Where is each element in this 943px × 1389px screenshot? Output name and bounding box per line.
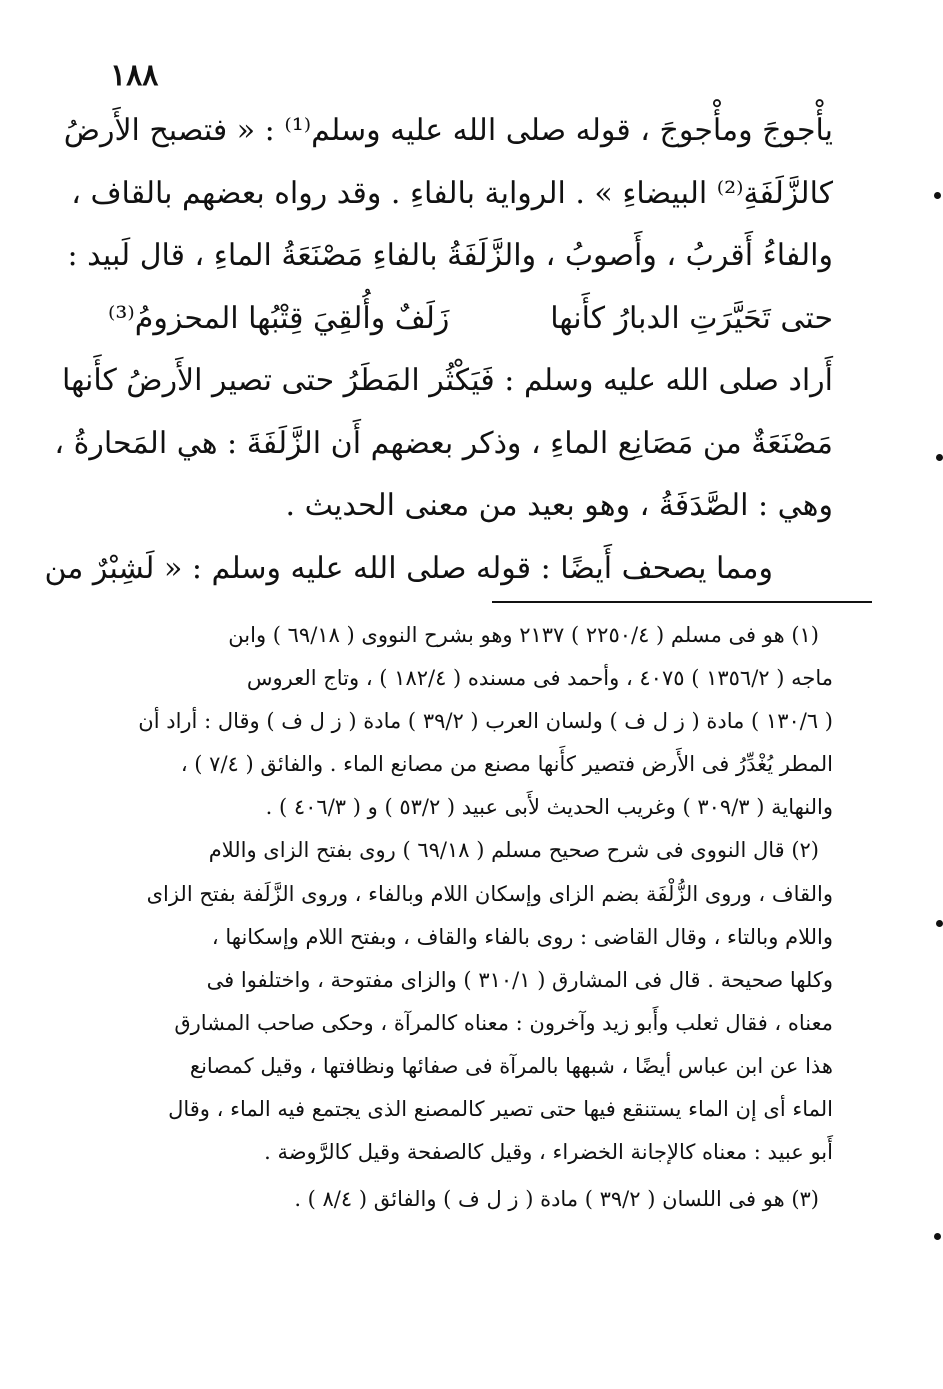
main-text xyxy=(44,100,833,600)
footnote-3-line: (٣) هو فى اللسان ( ٣٩/٢ ) مادة ( ز ل ف ) والفائق ( ٨/٤ ) . xyxy=(294,1187,819,1212)
footnote-2-line: معناه ، فقال ثعلب وأَبو زيد وآخرون : معناه كالمرآة ، وحكى صاحب المشارق xyxy=(174,1010,833,1035)
verse-second-hemistich: زَلَفٌ وأُلقِيَ قِتْبُها المحزومُ⁽³⁾ xyxy=(108,300,450,336)
footnote-2-line: وكلها صحيحة . قال فى المشارق ( ٣١٠/١ ) والزاى مفتوحة ، واختلفوا فى xyxy=(206,967,833,992)
main-line-5: أَراد صلى الله عليه وسلم : فَيَكْثُر المَطَرُ حتى تصير الأَرضُ كأَنها xyxy=(62,363,833,398)
footnote-1-line: ( ١٣٠/٦ ) مادة ( ز ل ف ) ولسان العرب ( ٣٩/٢ ) مادة ( ز ل ف ) وقال : أراد أن xyxy=(138,709,833,734)
page-number: ١٨٨ xyxy=(110,58,159,93)
footnote-1-line: ماجه ( ١٣٥٦/٢ ) ٤٠٧٥ ، وأحمد فى مسنده ( ١٨٢/٤ ) ، وتاج العروس xyxy=(246,666,833,691)
footnote-1-line: والنهاية ( ٣٠٩/٣ ) وغريب الحديث لأَبى عبيد ( ٥٣/٢ ) و ( ٤٠٦/٣ ) . xyxy=(265,795,833,820)
footnote-1-line: (١) هو فى مسلم ( ٢٢٥٠/٤ ) ٢١٣٧ وهو بشرح النووى ( ٦٩/١٨ ) وابن xyxy=(228,623,819,647)
margin-mark xyxy=(936,454,943,461)
main-line-6: مَصْنَعَةٌ من مَصَانِع الماءِ ، وذكر بعضهم أَن الزَّلَفَةَ : هي المَحارةُ ، xyxy=(54,425,833,461)
footnote-1-line: المطر يُغْدِّرُ فى الأَرض فتصير كأَنها مصنع من مصانع الماء . والفائق ( ٧/٤ ) ، xyxy=(180,752,833,777)
footnote-2-line: هذا عن ابن عباس أيضًا ، شبهها بالمرآة فى صفائها ونظافتها ، وقيل كمصانع xyxy=(189,1053,833,1078)
footnote-2-line: واللام وبالتاء ، وقال القاضى : روى بالفاء والقاف ، وبفتح اللام وإسكانها ، xyxy=(211,924,833,949)
verse-line xyxy=(108,288,833,351)
footnote-divider xyxy=(492,601,872,603)
main-line-2: كالزَّلَفَةِ⁽²⁾ البيضاءِ » . الرواية بالفاءِ . وقد رواه بعضهم بالقاف ، xyxy=(71,175,833,211)
footnote-2-line: (٢) قال النووى فى شرح صحيح مسلم ( ٦٩/١٨ ) روى بفتح الزاى واللام xyxy=(208,838,819,863)
main-line-1: يأْجوجَ ومأْجوجَ ، قوله صلى الله عليه وسلم⁽¹⁾ : « فتصبح الأَرضُ xyxy=(63,113,833,148)
footnote-2-line: أَبو عبيد : معناه كالإجانة الخضراء ، وقيل كالصفحة وقيل كالرَّوضة . xyxy=(264,1140,833,1165)
margin-mark xyxy=(936,920,943,927)
margin-mark xyxy=(934,192,941,199)
main-line-8: ومما يصحف أَيضًا : قوله صلى الله عليه وسلم : « لَشِبْرٌ من xyxy=(44,550,773,586)
footnote-2-line: الماء أى إن الماء يستنقع فيها حتى تصير كالمصنع الذى يجتمع فيه الماء ، وقال xyxy=(168,1097,833,1122)
margin-mark xyxy=(934,1233,941,1240)
main-line-7: وهي : الصَّدَفَةُ ، وهو بعيد من معنى الحديث . xyxy=(285,488,833,523)
footnotes xyxy=(112,614,833,1221)
main-line-3: والفاءُ أَقربُ ، وأَصوبُ ، والزَّلَفَةُ بالفاءِ مَصْنَعَةُ الماءِ ، قال لَبيد : xyxy=(67,238,833,273)
footnote-2-line: والقاف ، وروى الزُّلْفَة بضم الزاى وإسكان اللام وبالفاء ، وروى الزَّلَفة بفتح الزاى xyxy=(146,881,833,906)
verse-first-hemistich: حتى تَحَيَّرَتِ الدبارُ كأَنها xyxy=(550,300,833,336)
